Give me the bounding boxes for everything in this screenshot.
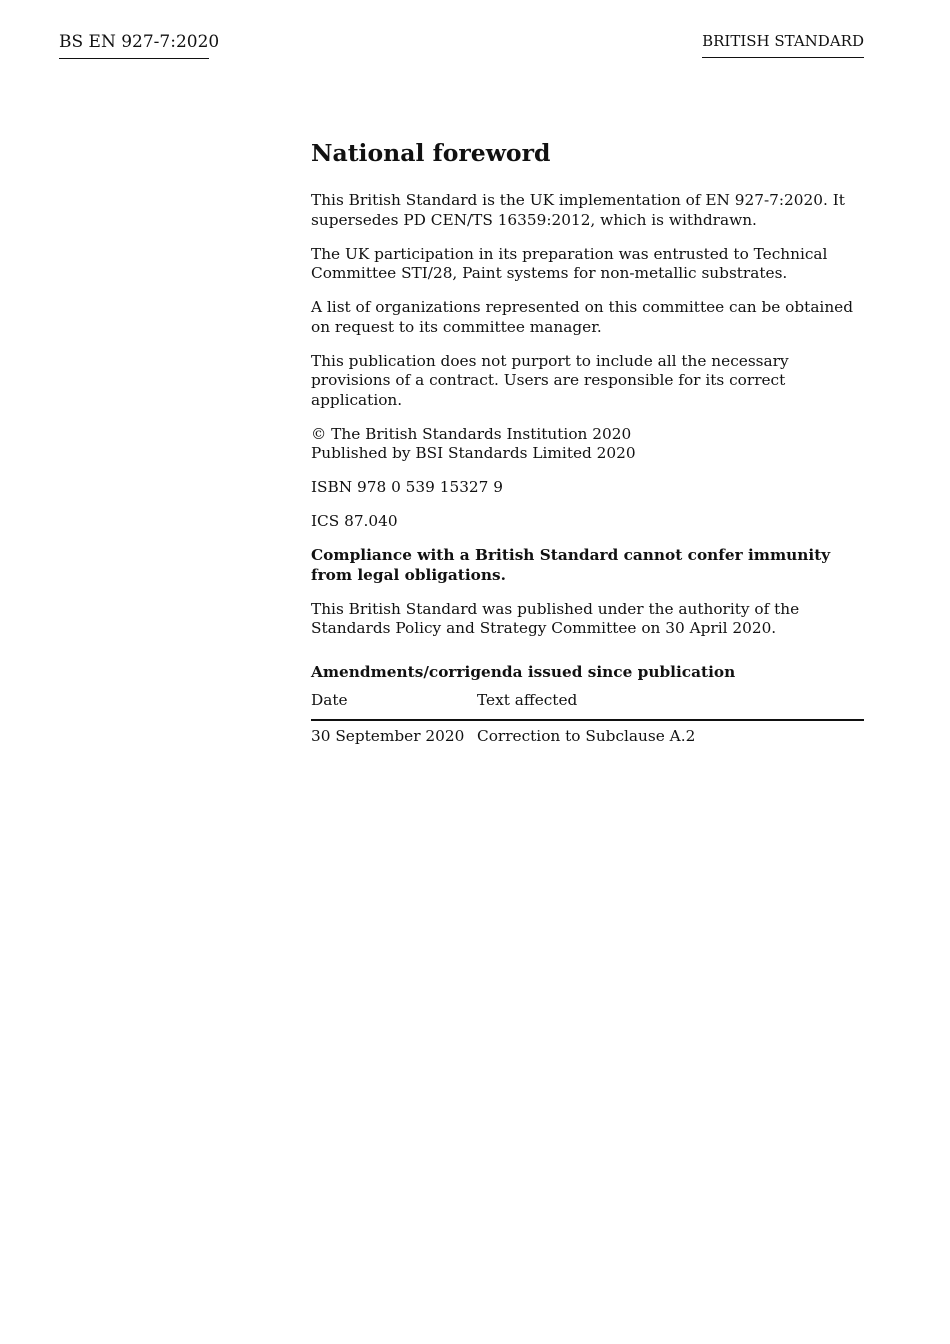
document-code: BS EN 927-7:2020: [59, 31, 209, 59]
paragraph-organizations: A list of organizations represented on this committee can be obtained on request to its committee manager.: [311, 298, 854, 336]
paragraph-implementation: This British Standard is the UK implementation of EN 927-7:2020. It supersedes PD CEN/TS 16359:2012, which is withdrawn.: [311, 191, 845, 229]
page-title: National foreword: [311, 139, 551, 167]
copyright-line: © The British Standards Institution 2020: [311, 424, 632, 443]
compliance-notice: Compliance with a British Standard cannot confer immunity from legal obligations.: [311, 546, 831, 584]
table-header-row: [311, 690, 864, 720]
amendment-text-affected: Correction to Subclause A.2: [477, 726, 696, 745]
authority-statement: This British Standard was published under the authority of the Standards Policy and Strategy Committee on 30 April 2020.: [311, 599, 800, 637]
amendment-date: 30 September 2020: [311, 726, 465, 745]
publisher-line: Published by BSI Standards Limited 2020: [311, 444, 636, 462]
document-type: BRITISH STANDARD: [702, 31, 864, 58]
paragraph-provisions: This publication does not purport to include all the necessary provisions of a contract. Users are responsible for its correct application.: [311, 351, 789, 409]
ics-line: ICS 87.040: [311, 512, 398, 530]
table-row: [311, 720, 864, 746]
amendments-heading: Amendments/corrigenda issued since publication: [311, 662, 736, 681]
column-header-date: Date: [311, 690, 477, 720]
isbn-line: ISBN 978 0 539 15327 9: [311, 478, 503, 496]
foreword-section: [311, 138, 864, 746]
paragraph-participation: The UK participation in its preparation was entrusted to Technical Committee STI/28, Paint systems for non-metallic substrates.: [311, 244, 828, 282]
amendments-table: [311, 690, 864, 746]
column-header-text-affected: Text affected: [477, 690, 864, 720]
copyright-block: [311, 425, 864, 464]
